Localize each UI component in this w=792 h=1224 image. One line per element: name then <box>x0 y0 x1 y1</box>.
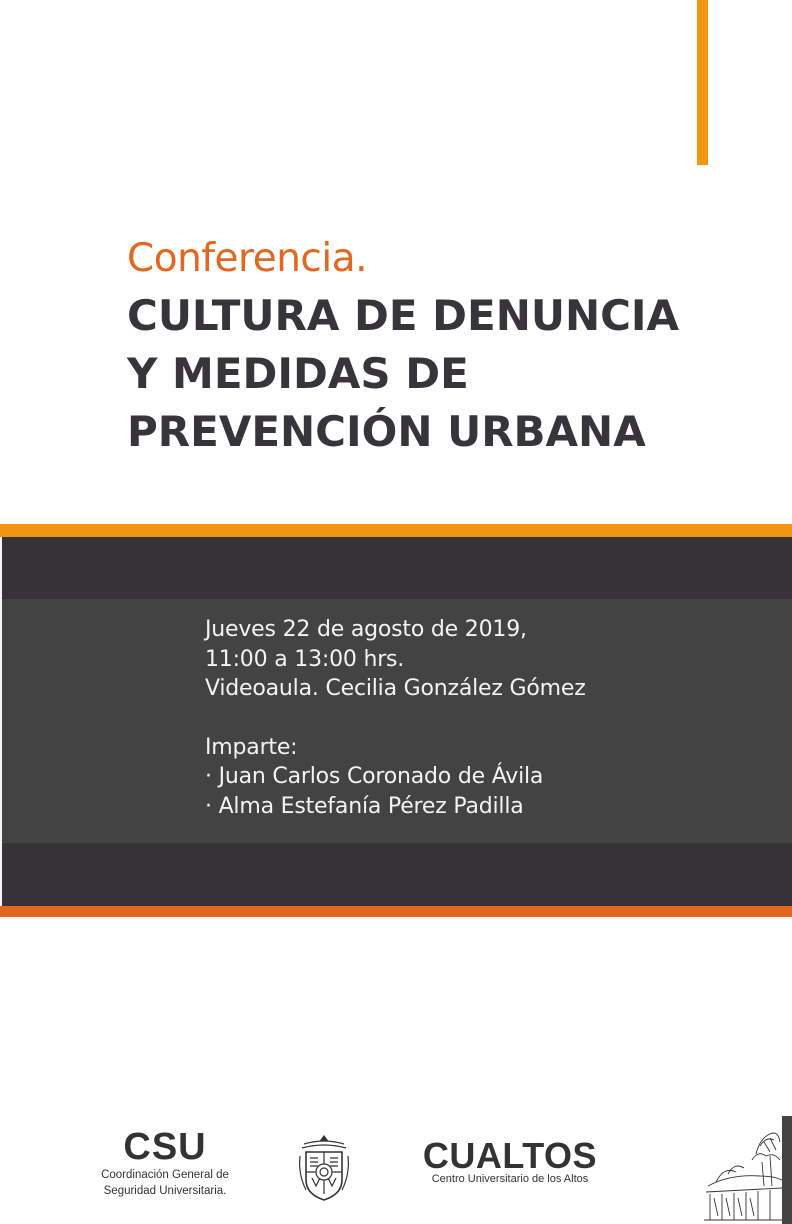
speakers-heading: Imparte: <box>205 734 298 760</box>
csu-logo-line: Coordinación General de <box>101 1169 229 1181</box>
event-title-line: CULTURA DE DENUNCIA <box>127 291 680 340</box>
band-top-rule <box>0 524 792 537</box>
cualtos-logo-name: CUALTOS <box>422 1135 598 1176</box>
event-title <box>127 287 747 461</box>
event-venue: Videoaula. Cecilia González Gómez <box>205 676 586 701</box>
speaker-item: · Alma Estefanía Pérez Padilla <box>205 793 524 819</box>
band-bottom-rule <box>0 906 792 917</box>
csu-logo-name: CSU <box>123 1126 207 1168</box>
event-title-line: PREVENCIÓN URBANA <box>127 407 646 456</box>
orange-accent-bar <box>697 0 708 165</box>
cualtos-logo-tagline: Centro Universitario de los Altos <box>431 1173 589 1185</box>
spacer <box>205 704 765 733</box>
university-seal-icon <box>296 1134 352 1204</box>
csu-logo <box>90 1128 240 1198</box>
event-details <box>205 615 765 821</box>
event-title-line: Y MEDIDAS DE <box>127 349 469 398</box>
speaker-item: · Juan Carlos Coronado de Ávila <box>205 764 544 789</box>
event-type-label: Conferencia. <box>127 236 367 281</box>
building-sketch-icon <box>700 1116 792 1224</box>
cualtos-logo <box>410 1137 610 1185</box>
event-time: 11:00 a 13:00 hrs. <box>205 646 405 672</box>
event-date: Jueves 22 de agosto de 2019, <box>205 617 527 642</box>
csu-logo-line: Seguridad Universitaria. <box>103 1185 227 1197</box>
band-edge <box>0 537 2 906</box>
